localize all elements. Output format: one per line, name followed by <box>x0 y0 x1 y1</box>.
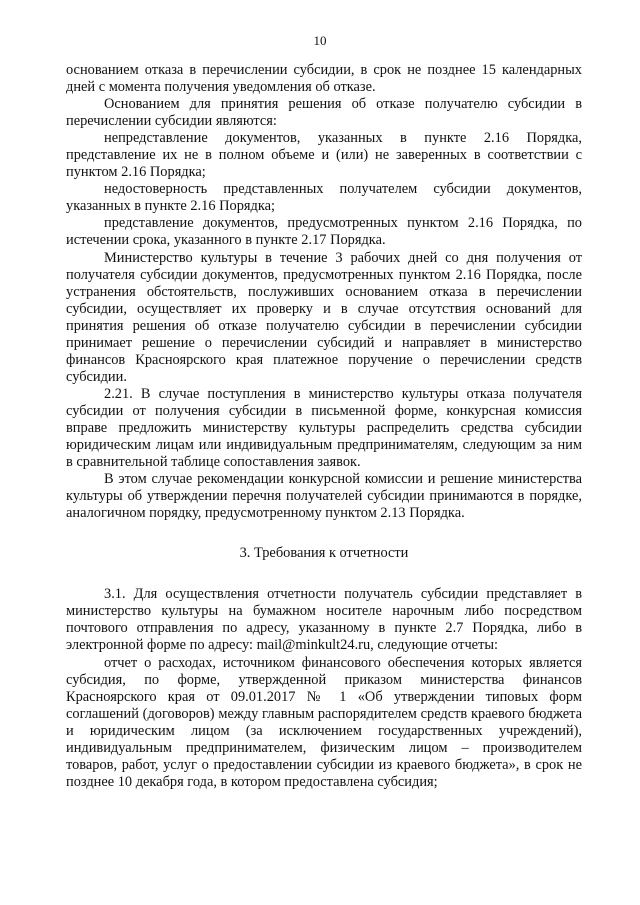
section-heading: 3. Требования к отчетности <box>239 545 409 562</box>
paragraph-continuation: основанием отказа в перечислении субсидии, в срок не позднее 15 календарных дней с момента получения уведомления об отказе. <box>66 62 582 96</box>
page-number: 10 <box>313 33 327 48</box>
paragraph-ground-nonsubmission: непредставление документов, указанных в пункте 2.16 Порядка, представление их не в полном объеме и (или) не заверенных в соответствии с пунктом 2.16 Порядка; <box>66 130 582 181</box>
paragraph-commission-recommendation: В этом случае рекомендации конкурсной комиссии и решение министерства культуры об утверждении перечня получателей субсидии принимаются в порядке, аналогичном порядку, предусмотренному пунктом 2.13 Порядка. <box>66 471 582 522</box>
paragraph-clause-2-21: 2.21. В случае поступления в министерство культуры отказа получателя субсидии от получения субсидии в письменной форме, конкурсная комиссия вправе предложить министерству культуры распределить средства субсидии юридическим лицам или индивидуальным предпринимателям, следующим за ним в сравнительной таблице сопоставления заявок. <box>66 385 582 471</box>
paragraph-refusal-grounds-intro: Основанием для принятия решения об отказе получателю субсидии в перечислении субсидии являются: <box>66 96 582 130</box>
paragraph-ministry-review: Министерство культуры в течение 3 рабочих дней со дня получения от получателя субсидии документов, предусмотренных пунктом 2.16 Порядка, после устранения обстоятельств, послуживших основанием отказа в перечислении субсидии, осуществляет их проверку и в случае отсутствия оснований для принятия решения об отказе получателю субсидии в перечислении субсидии принимает решение о перечислении субсидий и направляет в министерство финансов Красноярского края платежное поручение о перечислении средств субсидии. <box>66 249 582 385</box>
paragraph-ground-late-submission: представление документов, предусмотренных пунктом 2.16 Порядка, по истечении срока, указанного в пункте 2.17 Порядка. <box>66 215 582 249</box>
paragraph-expense-report: отчет о расходах, источником финансового обеспечения которых является субсидия, по форме, утвержденной приказом министерства финансов Красноярского края от 09.01.2017 № 1 «Об утверждении типовых форм соглашений (договоров) между главным распорядителем средств краевого бюджета и юридическим лицом (за исключением государственных учреждений), индивидуальным предпринимателем, физическим лицом – производителем товаров, работ, услуг о предоставлении субсидии из краевого бюджета», в срок не позднее 10 декабря года, в котором предоставлена субсидия; <box>66 654 582 790</box>
document-body <box>66 62 582 791</box>
paragraph-ground-unreliability: недостоверность представленных получателем субсидии документов, указанных в пункте 2.16 Порядка; <box>66 181 582 215</box>
paragraph-clause-3-1: 3.1. Для осуществления отчетности получатель субсидии представляет в министерство культуры на бумажном носителе нарочным либо посредством почтового отправления по адресу, указанному в пункте 2.7 Порядка, либо в электронной форме по адресу: mail@minkult24.ru, следующие отчеты: <box>66 586 582 654</box>
